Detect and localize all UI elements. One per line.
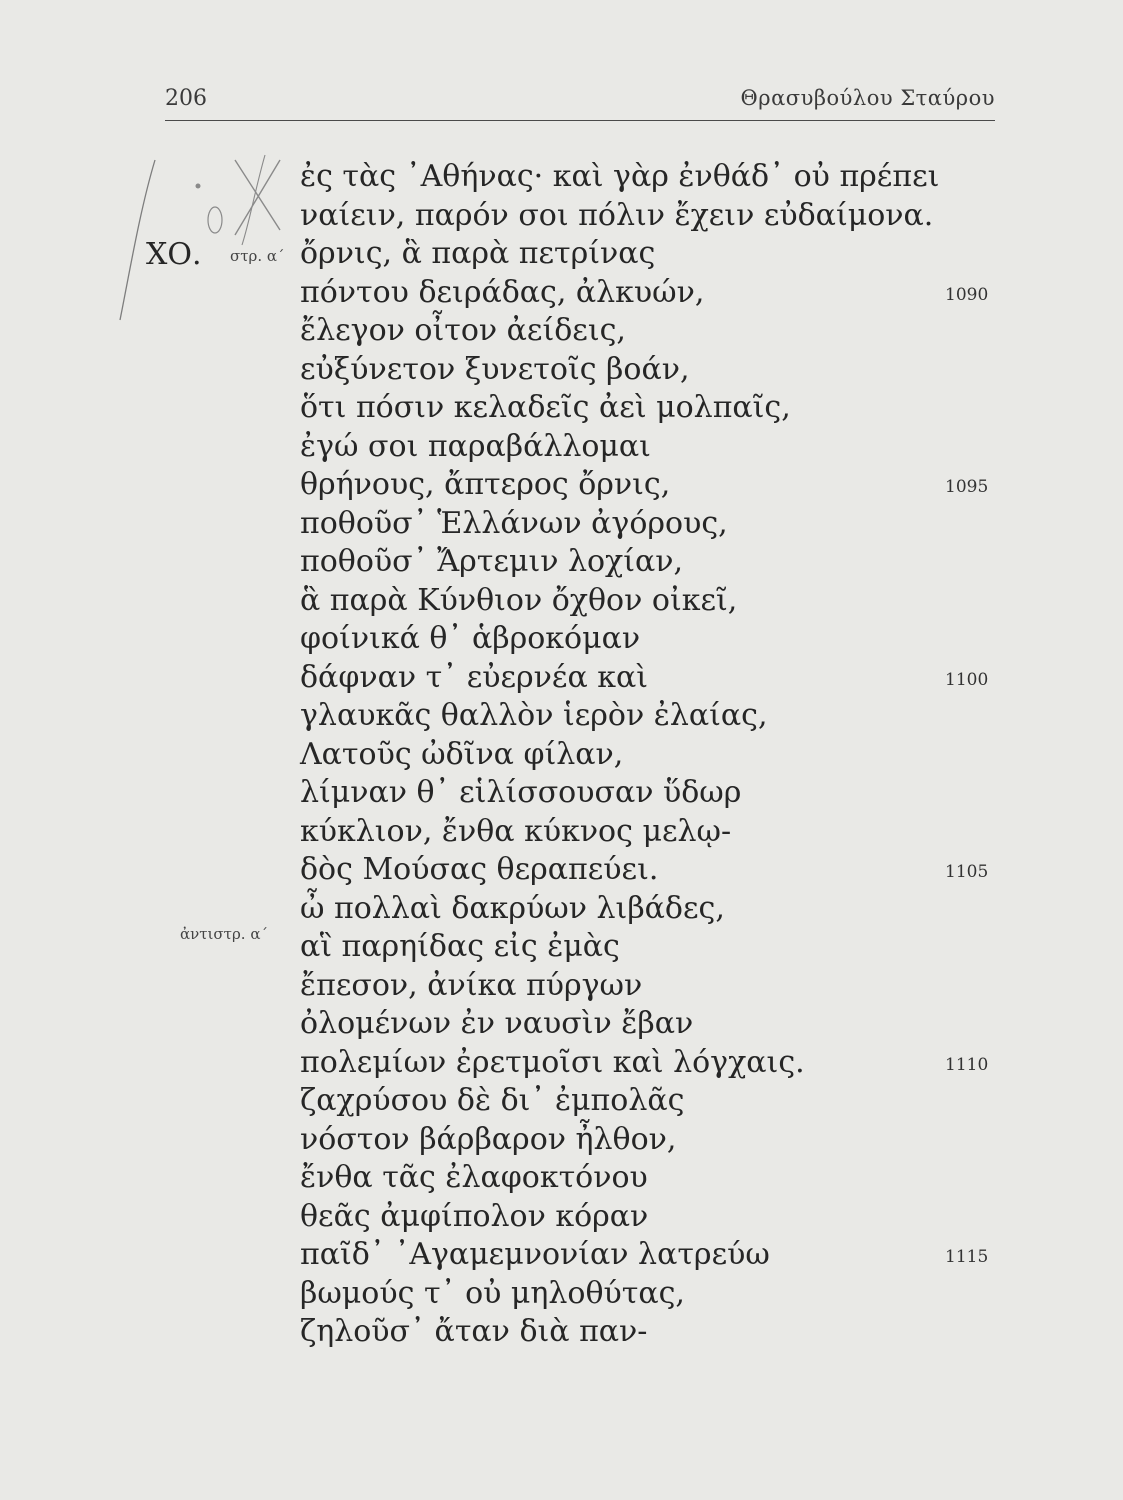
antistrophe-label: ἀντιστρ. α΄ xyxy=(180,925,268,943)
verse-line: ἔνθα τᾶς ἐλαφοκτόνου xyxy=(300,1160,648,1195)
verse-line: φοίνικά θ᾿ ἁβροκόμαν xyxy=(300,621,641,656)
verse-line: ποθοῦσ᾿ Ἑλλάνων ἀγόρους, xyxy=(300,505,728,541)
verse-line: ὄρνις, ἃ παρὰ πετρίνας xyxy=(300,236,656,271)
verse-line: δὸς Μούσας θεραπεύει. xyxy=(300,852,659,887)
line-number: 1105 xyxy=(945,862,989,882)
verse-line: κύκλιον, ἔνθα κύκνος μελῳ- xyxy=(300,813,732,849)
verse-line: γλαυκᾶς θαλλὸν ἱερὸν ἐλαίας, xyxy=(300,698,768,733)
verse-line: Λατοῦς ὠδῖνα φίλαν, xyxy=(300,736,624,772)
verse-line: ζαχρύσου δὲ δι᾿ ἐμπολᾶς xyxy=(300,1083,685,1118)
verse-line: νόστον βάρβαρον ἦλθον, xyxy=(300,1121,677,1157)
verse-line: ἔλεγον οἶτον ἀείδεις, xyxy=(300,313,626,348)
verse-line: ζηλοῦσ᾿ ἄταν διὰ παν- xyxy=(300,1314,648,1349)
verse-line: δάφναν τ᾿ εὐερνέα καὶ xyxy=(300,659,649,695)
verse-line: ἐς τὰς ᾿Αθήνας· καὶ γὰρ ἐνθάδ᾿ οὐ πρέπει xyxy=(300,159,940,194)
verse-line: παῖδ᾿ ᾿Αγαμεμνονίαν λατρεύω xyxy=(300,1237,770,1272)
verse-line: πολεμίων ἐρετμοῖσι καὶ λόγχαις. xyxy=(300,1044,805,1080)
verse-line: ἃ παρὰ Κύνθιον ὄχθον οἰκεῖ, xyxy=(300,582,738,618)
verse-line: ὀλομένων ἐν ναυσὶν ἔβαν xyxy=(300,1006,694,1041)
verse-line: αἳ παρηίδας εἰς ἐμὰς xyxy=(300,929,620,964)
verse-line: ναίειν, παρόν σοι πόλιν ἔχειν εὐδαίμονα. xyxy=(300,197,934,233)
verse-line: λίμναν θ᾿ εἱλίσσουσαν ὕδωρ xyxy=(300,775,742,810)
speaker-label-chorus: ΧΟ. xyxy=(146,237,202,272)
line-number: 1095 xyxy=(945,477,989,497)
verse-line: ποθοῦσ᾿ Ἄρτεμιν λοχίαν, xyxy=(300,544,684,579)
strophe-label: στρ. α΄ xyxy=(230,247,285,265)
verse-line: βωμούς τ᾿ οὐ μηλοθύτας, xyxy=(300,1275,685,1311)
verse-line: θρήνους, ἄπτερος ὄρνις, xyxy=(300,467,671,502)
running-title: Θρασυβούλου Σταύρου xyxy=(740,86,995,110)
verse-line: ἐγώ σοι παραβάλλομαι xyxy=(300,428,651,464)
line-number: 1090 xyxy=(945,284,989,305)
line-number: 1110 xyxy=(945,1054,989,1075)
verse-line: ἔπεσον, ἀνίκα πύργων xyxy=(300,967,643,1003)
verse-line: πόντου δειράδας, ἀλκυών, xyxy=(300,274,705,310)
line-number: 1100 xyxy=(945,669,989,690)
line-number: 1115 xyxy=(945,1247,989,1267)
verse-line: ὅτι πόσιν κελαδεῖς ἀεὶ μολπαῖς, xyxy=(300,390,791,425)
page-header xyxy=(165,86,995,116)
verse-line: ὦ πολλαὶ δακρύων λιβάδες, xyxy=(300,890,725,926)
verse-line: θεᾶς ἀμφίπολον κόραν xyxy=(300,1198,649,1234)
verse-line: εὐξύνετον ξυνετοῖς βοάν, xyxy=(300,351,690,387)
page-number: 206 xyxy=(165,86,207,111)
